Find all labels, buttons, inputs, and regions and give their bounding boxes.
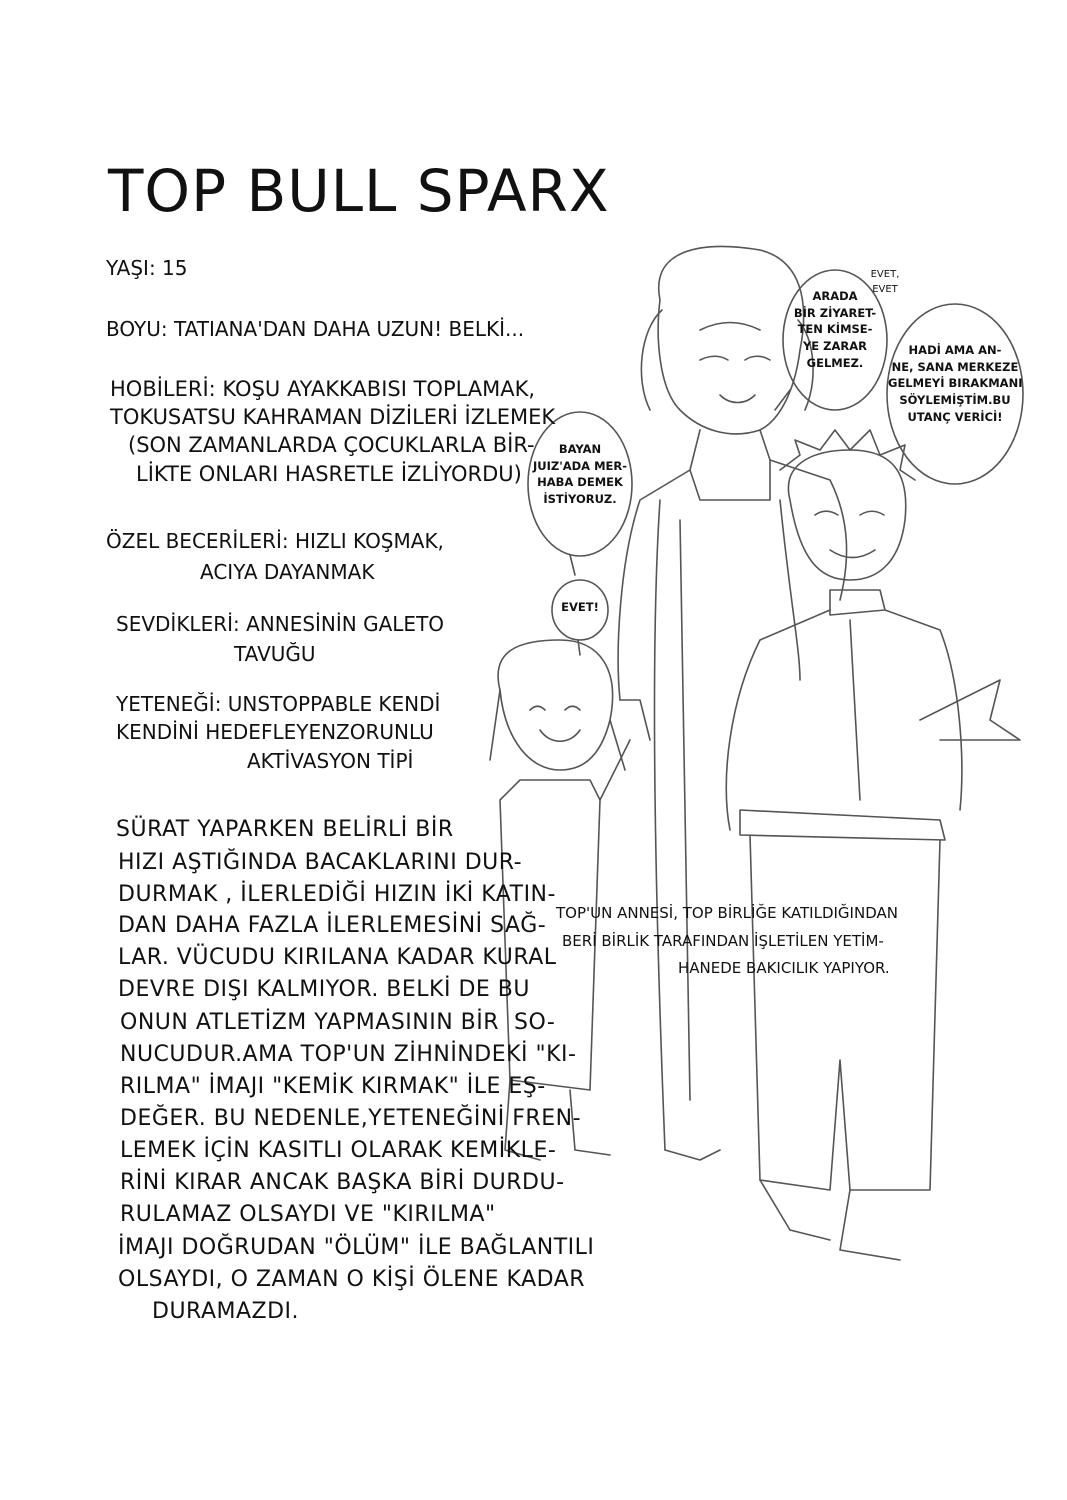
- profile-hobbies-line: LİKTE ONLARI HASRETLE İZLİYORDU): [136, 462, 522, 486]
- caption-line: TOP'UN ANNESİ, TOP BİRLİĞE KATILDIĞINDAN: [556, 904, 898, 922]
- profile-ability-line: KENDİNİ HEDEFLEYENZORUNLU: [116, 720, 434, 744]
- description-line: SÜRAT YAPARKEN BELİRLİ BİR: [116, 817, 454, 842]
- profile-hobbies-line: TOKUSATSU KAHRAMAN DİZİLERİ İZLEMEK: [110, 405, 556, 429]
- description-line: DURAMAZDI.: [152, 1299, 300, 1324]
- profile-ability-line: AKTİVASYON TİPİ: [247, 749, 414, 773]
- description-line: RILMA" İMAJI "KEMİK KIRMAK" İLE EŞ-: [120, 1074, 546, 1099]
- caption-line: BERİ BİRLİK TARAFINDAN İŞLETİLEN YETİM-: [562, 932, 884, 950]
- profile-likes-line: TAVUĞU: [234, 642, 316, 666]
- description-line: NUCUDUR.AMA TOP'UN ZİHNİNDEKİ "KI-: [120, 1042, 577, 1067]
- bubble-evet-evet-text: EVET, EVET: [870, 269, 900, 295]
- description-line: İMAJI DOĞRUDAN "ÖLÜM" İLE BAĞLANTILI: [118, 1235, 595, 1260]
- description-line: LAR. VÜCUDU KIRILANA KADAR KURAL: [118, 945, 557, 970]
- boy-figure: [726, 430, 1020, 1260]
- mother-figure: [618, 247, 846, 1160]
- caption-line: HANEDE BAKICILIK YAPIYOR.: [678, 959, 890, 977]
- description-line: RİNİ KIRAR ANCAK BAŞKA BİRİ DURDU-: [120, 1170, 565, 1195]
- profile-hobbies-line: (SON ZAMANLARDA ÇOCUKLARLA BİR-: [128, 433, 535, 457]
- profile-skills-line: ÖZEL BECERİLERİ: HIZLI KOŞMAK,: [106, 529, 444, 553]
- profile-height: BOYU: TATIANA'DAN DAHA UZUN! BELKİ...: [106, 317, 525, 341]
- description-line: DEVRE DIŞI KALMIYOR. BELKİ DE BU: [118, 977, 530, 1002]
- bubble-bayan-text: BAYAN JUIZ'ADA MER- HABA DEMEK İSTİYORUZ.: [532, 442, 628, 507]
- bubble-evet-girl-text: EVET!: [561, 600, 599, 614]
- description-line: LEMEK İÇİN KASITLI OLARAK KEMİKLE-: [120, 1138, 557, 1163]
- description-line: DURMAK , İLERLEDİĞİ HIZIN İKİ KATIN-: [118, 882, 556, 907]
- bubble-arada-text: ARADA BİR ZİYARET- TEN KİMSE- YE ZARAR GELMEZ.: [793, 289, 877, 370]
- description-line: HIZI AŞTIĞINDA BACAKLARINI DUR-: [118, 850, 523, 875]
- description-line: DEĞER. BU NEDENLE,YETENEĞİNİ FREN-: [120, 1106, 582, 1131]
- profile-ability-line: YETENEĞİ: UNSTOPPABLE KENDİ: [116, 692, 441, 716]
- description-line: DAN DAHA FAZLA İLERLEMESİNİ SAĞ-: [118, 913, 547, 938]
- bubble-hadi-text: HADİ AMA AN- NE, SANA MERKEZE GELMEYİ BIRAKMANI SÖYLEMİŞTİM.BU UTANÇ VERİCİ!: [888, 343, 1023, 424]
- page-title: TOP BULL SPARX: [108, 157, 610, 225]
- description-line: ONUN ATLETİZM YAPMASININ BİR SO-: [120, 1010, 556, 1035]
- profile-skills-line: ACIYA DAYANMAK: [200, 560, 375, 584]
- profile-likes-line: SEVDİKLERİ: ANNESİNİN GALETO: [116, 612, 445, 636]
- description-line: RULAMAZ OLSAYDI VE "KIRILMA": [120, 1202, 496, 1227]
- description-line: OLSAYDI, O ZAMAN O KİŞİ ÖLENE KADAR: [118, 1267, 586, 1292]
- profile-hobbies-line: HOBİLERİ: KOŞU AYAKKABISI TOPLAMAK,: [110, 377, 536, 401]
- profile-age: YAŞI: 15: [106, 256, 188, 280]
